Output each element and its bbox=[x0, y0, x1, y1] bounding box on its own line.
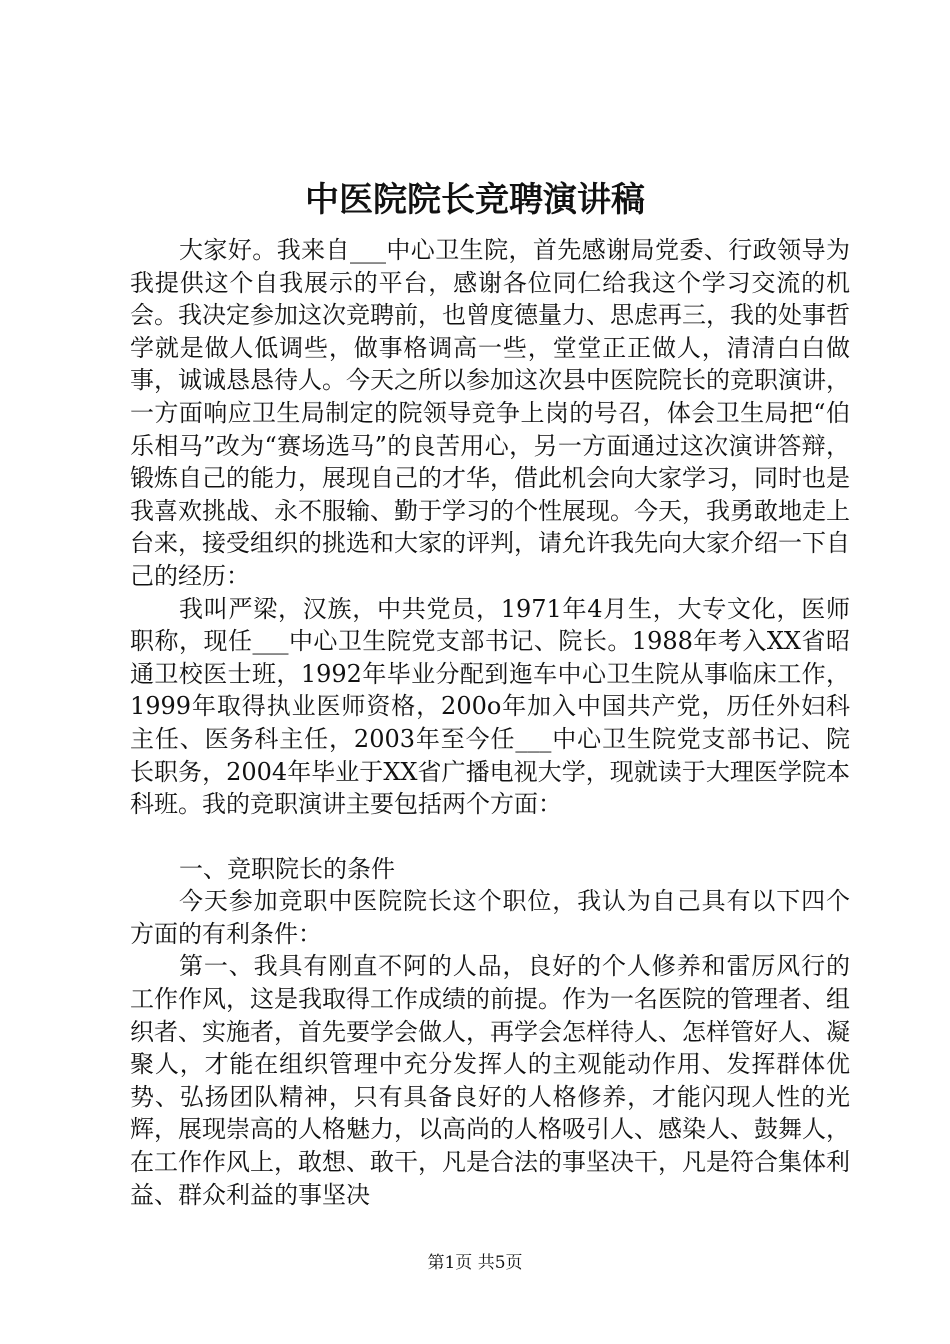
paragraph-intro: 大家好。我来自___中心卫生院，首先感谢局党委、行政领导为我提供这个自我展示的平台，感谢各位同仁给我这个学习交流的机会。我决定参加这次竞聘前，也曾度德量力、思虑再三，我的处事哲学就是做人低调些，做事格调高一些，堂堂正正做人，清清白白做事，诚诚恳恳待人。今天之所以参加这次县中医院院长的竞职演讲，一方面响应卫生局制定的院领导竞争上岗的号召，体会卫生局把“伯乐相马”改为“赛场选马”的良苦用心，另一方面通过这次演讲答辩，锻炼自己的能力，展现自己的才华，借此机会向大家学习，同时也是我喜欢挑战、永不服输、勤于学习的个性展现。今天，我勇敢地走上台来，接受组织的挑选和大家的评判，请允许我先向大家介绍一下自己的经历： bbox=[130, 236, 850, 590]
document-body bbox=[130, 234, 850, 1211]
document-title: 中医院院长竞聘演讲稿 bbox=[305, 180, 645, 220]
paragraph-conditions-intro: 今天参加竞职中医院院长这个职位，我认为自己具有以下四个方面的有利条件： bbox=[130, 887, 850, 948]
page-footer: 第1页 共5页 bbox=[427, 1253, 523, 1273]
section-heading: 一、竞职院长的条件 bbox=[179, 854, 395, 883]
paragraph-condition-first: 第一、我具有刚直不阿的人品，良好的个人修养和雷厉风行的工作作风，这是我取得工作成绩的前提。作为一名医院的管理者、组织者、实施者，首先要学会做人，再学会怎样待人、怎样管好人、凝聚人，才能在组织管理中充分发挥人的主观能动作用、发挥群体优势、弘扬团队精神，只有具备良好的人格修养，才能闪现人性的光辉，展现崇高的人格魅力，以高尚的人格吸引人、感染人、鼓舞人，在工作作风上，敢想、敢干，凡是合法的事坚决干，凡是符合集体利益、群众利益的事坚决 bbox=[130, 952, 850, 1209]
paragraph-biography: 我叫严梁，汉族，中共党员，1971年4月生，大专文化，医师职称，现任___中心卫生院党支部书记、院长。1988年考入XX省昭通卫校医士班，1992年毕业分配到迤车中心卫生院从事临床工作，1999年取得执业医师资格，200o年加入中国共产党，历任外妇科主任、医务科主任，2003年至今任___中心卫生院党支部书记、院长职务，2004年毕业于XX省广播电视大学，现就读于大理医学院本科班。我的竞职演讲主要包括两个方面： bbox=[130, 594, 850, 819]
